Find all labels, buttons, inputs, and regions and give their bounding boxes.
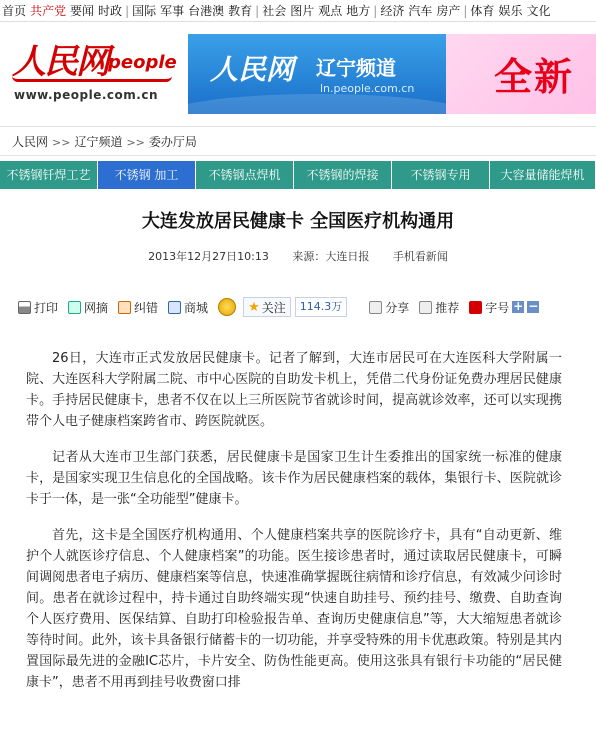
tab-processing[interactable]: 不锈钢 加工	[98, 161, 196, 189]
weibo-avatar-icon[interactable]	[218, 298, 236, 316]
breadcrumb-section[interactable]: 委办厅局	[148, 135, 197, 149]
topnav-item[interactable]: 军事	[160, 4, 185, 18]
recommend-button[interactable]	[419, 299, 459, 316]
article-title: 大连发放居民健康卡 全国医疗机构通用	[141, 211, 455, 232]
follower-count: 114.3万	[295, 297, 348, 317]
font-size-label: 字号	[485, 300, 510, 315]
promo-text: 全新	[494, 55, 575, 99]
article-date: 2013年12月27日10:13	[148, 250, 269, 263]
tab-spot-welder[interactable]: 不锈钢点焊机	[196, 161, 294, 189]
share-label: 分享	[385, 300, 410, 315]
topnav-item[interactable]: 经济	[380, 4, 405, 18]
font-increase-button[interactable]: +	[513, 299, 524, 313]
mall-button[interactable]	[168, 299, 208, 316]
font-size-control	[485, 299, 539, 316]
people-logo[interactable]	[12, 34, 182, 114]
ad-tabs	[0, 161, 596, 189]
people-icon[interactable]	[469, 301, 482, 314]
topnav-item[interactable]: 文化	[526, 4, 551, 18]
promo-ad[interactable]	[446, 34, 596, 114]
topnav-item[interactable]: 房产	[436, 4, 461, 18]
tab-storage-welder[interactable]: 大容量储能焊机	[490, 161, 596, 189]
nav-separator: |	[463, 4, 468, 18]
topnav-item[interactable]: 观点	[318, 4, 343, 18]
article-source: 来源：大连日报	[292, 250, 370, 263]
report-error-button[interactable]	[118, 299, 158, 316]
logo-url: www.people.com.cn	[14, 88, 158, 102]
report-error-label: 纠错	[134, 300, 159, 315]
banner-channel: 辽宁频道	[316, 56, 396, 80]
bookmark-button[interactable]	[68, 299, 108, 316]
topnav-item[interactable]: 地方	[346, 4, 371, 18]
topnav-item[interactable]: 共产党	[30, 4, 67, 18]
top-navigation	[0, 0, 596, 22]
nav-separator: |	[255, 4, 260, 18]
nav-separator: |	[373, 4, 378, 18]
breadcrumb-arrow-icon: >>	[126, 136, 145, 149]
topnav-item[interactable]: 国际	[132, 4, 157, 18]
tab-special[interactable]: 不锈钢专用	[392, 161, 490, 189]
bookmark-label: 网摘	[84, 300, 109, 315]
article-paragraph: 26日，大连市正式发放居民健康卡。记者了解到，大连市居民可在大连医科大学附属一院、大连医科大学附属二院、市中心医院的自助发卡机上，凭借二代身份证免费办理居民健康卡。手持居民健康卡，患者不仅在以上三所医院节省就诊时间，提高就诊效率，还可以实现携带个人电子健康档案跨省市、跨医院就医。	[26, 351, 562, 429]
topnav-item[interactable]: 体育	[470, 4, 495, 18]
bookmark-icon	[68, 301, 81, 314]
topnav-item[interactable]: 首页	[2, 4, 27, 18]
topnav-item[interactable]: 图片	[290, 4, 315, 18]
follow-label: 关注	[261, 300, 286, 315]
article-paragraph: 首先，这卡是全国医疗机构通用、个人健康档案共享的医院诊疗卡，具有“自动更新、维护个人就医诊疗信息、个人健康档案”的功能。医生接诊患者时，通过读取居民健康卡，可瞬间调阅患者电子病历、健康档案等信息，快速准确掌握既往病情和诊疗信息，有效减少问诊时间。患者在就诊过程中，持卡通过自助终端实现“快速自助挂号、预约挂号、缴费、自助查询个人医疗费用、医保结算、自助打印检验报告单、查询历史健康信息”等，大大缩短患者就诊等待时间。此外，该卡具备银行储蓄卡的一切功能，并享受特殊的用卡优惠政策。特别是其内置国际最先进的金融IC芯片，卡片安全、防伪性能更高。使用这张具有银行卡功能的“居民健康卡”，患者不用再到挂号收费窗口排	[26, 528, 562, 690]
recommend-icon	[419, 301, 432, 314]
mall-label: 商城	[184, 300, 209, 315]
tab-brazing[interactable]: 不锈钢钎焊工艺	[0, 161, 98, 189]
banner-logo-cn: 人民网	[210, 53, 295, 86]
article-toolbar	[18, 292, 588, 322]
article-body	[26, 348, 562, 708]
topnav-item[interactable]: 社会	[262, 4, 287, 18]
topnav-item[interactable]: 要闻	[70, 4, 95, 18]
header	[0, 26, 596, 118]
logo-en: people	[108, 52, 177, 73]
recommend-label: 推荐	[435, 300, 460, 315]
breadcrumb-home[interactable]: 人民网	[12, 135, 49, 149]
topnav-item[interactable]: 时政	[98, 4, 123, 18]
print-label: 打印	[34, 300, 59, 315]
logo-cn: 人民网	[12, 42, 108, 82]
article-paragraph: 记者从大连市卫生部门获悉，居民健康卡是国家卫生计生委推出的国家统一标准的健康卡，是国家实现卫生信息化的全国战略。该卡作为居民健康档案的载体，集银行卡、医院就诊卡于一体，是一张“全功能型”健康卡。	[26, 450, 562, 507]
print-button[interactable]	[18, 299, 58, 316]
mobile-news-link[interactable]: 手机看新闻	[392, 250, 448, 263]
topnav-item[interactable]: 汽车	[408, 4, 433, 18]
banner-wave	[188, 94, 446, 114]
breadcrumb	[0, 126, 596, 156]
font-decrease-button[interactable]: −	[528, 299, 539, 313]
topnav-item[interactable]: 台港澳	[188, 4, 225, 18]
follow-button[interactable]	[243, 297, 291, 317]
share-button[interactable]	[369, 299, 409, 316]
tab-welding[interactable]: 不锈钢的焊接	[294, 161, 392, 189]
logo-swoosh	[12, 76, 172, 82]
shop-icon	[168, 301, 181, 314]
liaoning-channel-banner[interactable]	[188, 34, 446, 114]
share-icon	[369, 301, 382, 314]
topnav-item[interactable]: 娱乐	[498, 4, 523, 18]
print-icon	[18, 301, 31, 314]
banner-url: ln.people.com.cn	[320, 82, 415, 95]
nav-separator: |	[125, 4, 130, 18]
edit-icon	[118, 301, 131, 314]
star-icon: ★	[248, 299, 260, 315]
article-meta	[0, 248, 596, 264]
breadcrumb-channel[interactable]: 辽宁频道	[74, 135, 123, 149]
breadcrumb-arrow-icon: >>	[52, 136, 71, 149]
topnav-item[interactable]: 教育	[228, 4, 253, 18]
